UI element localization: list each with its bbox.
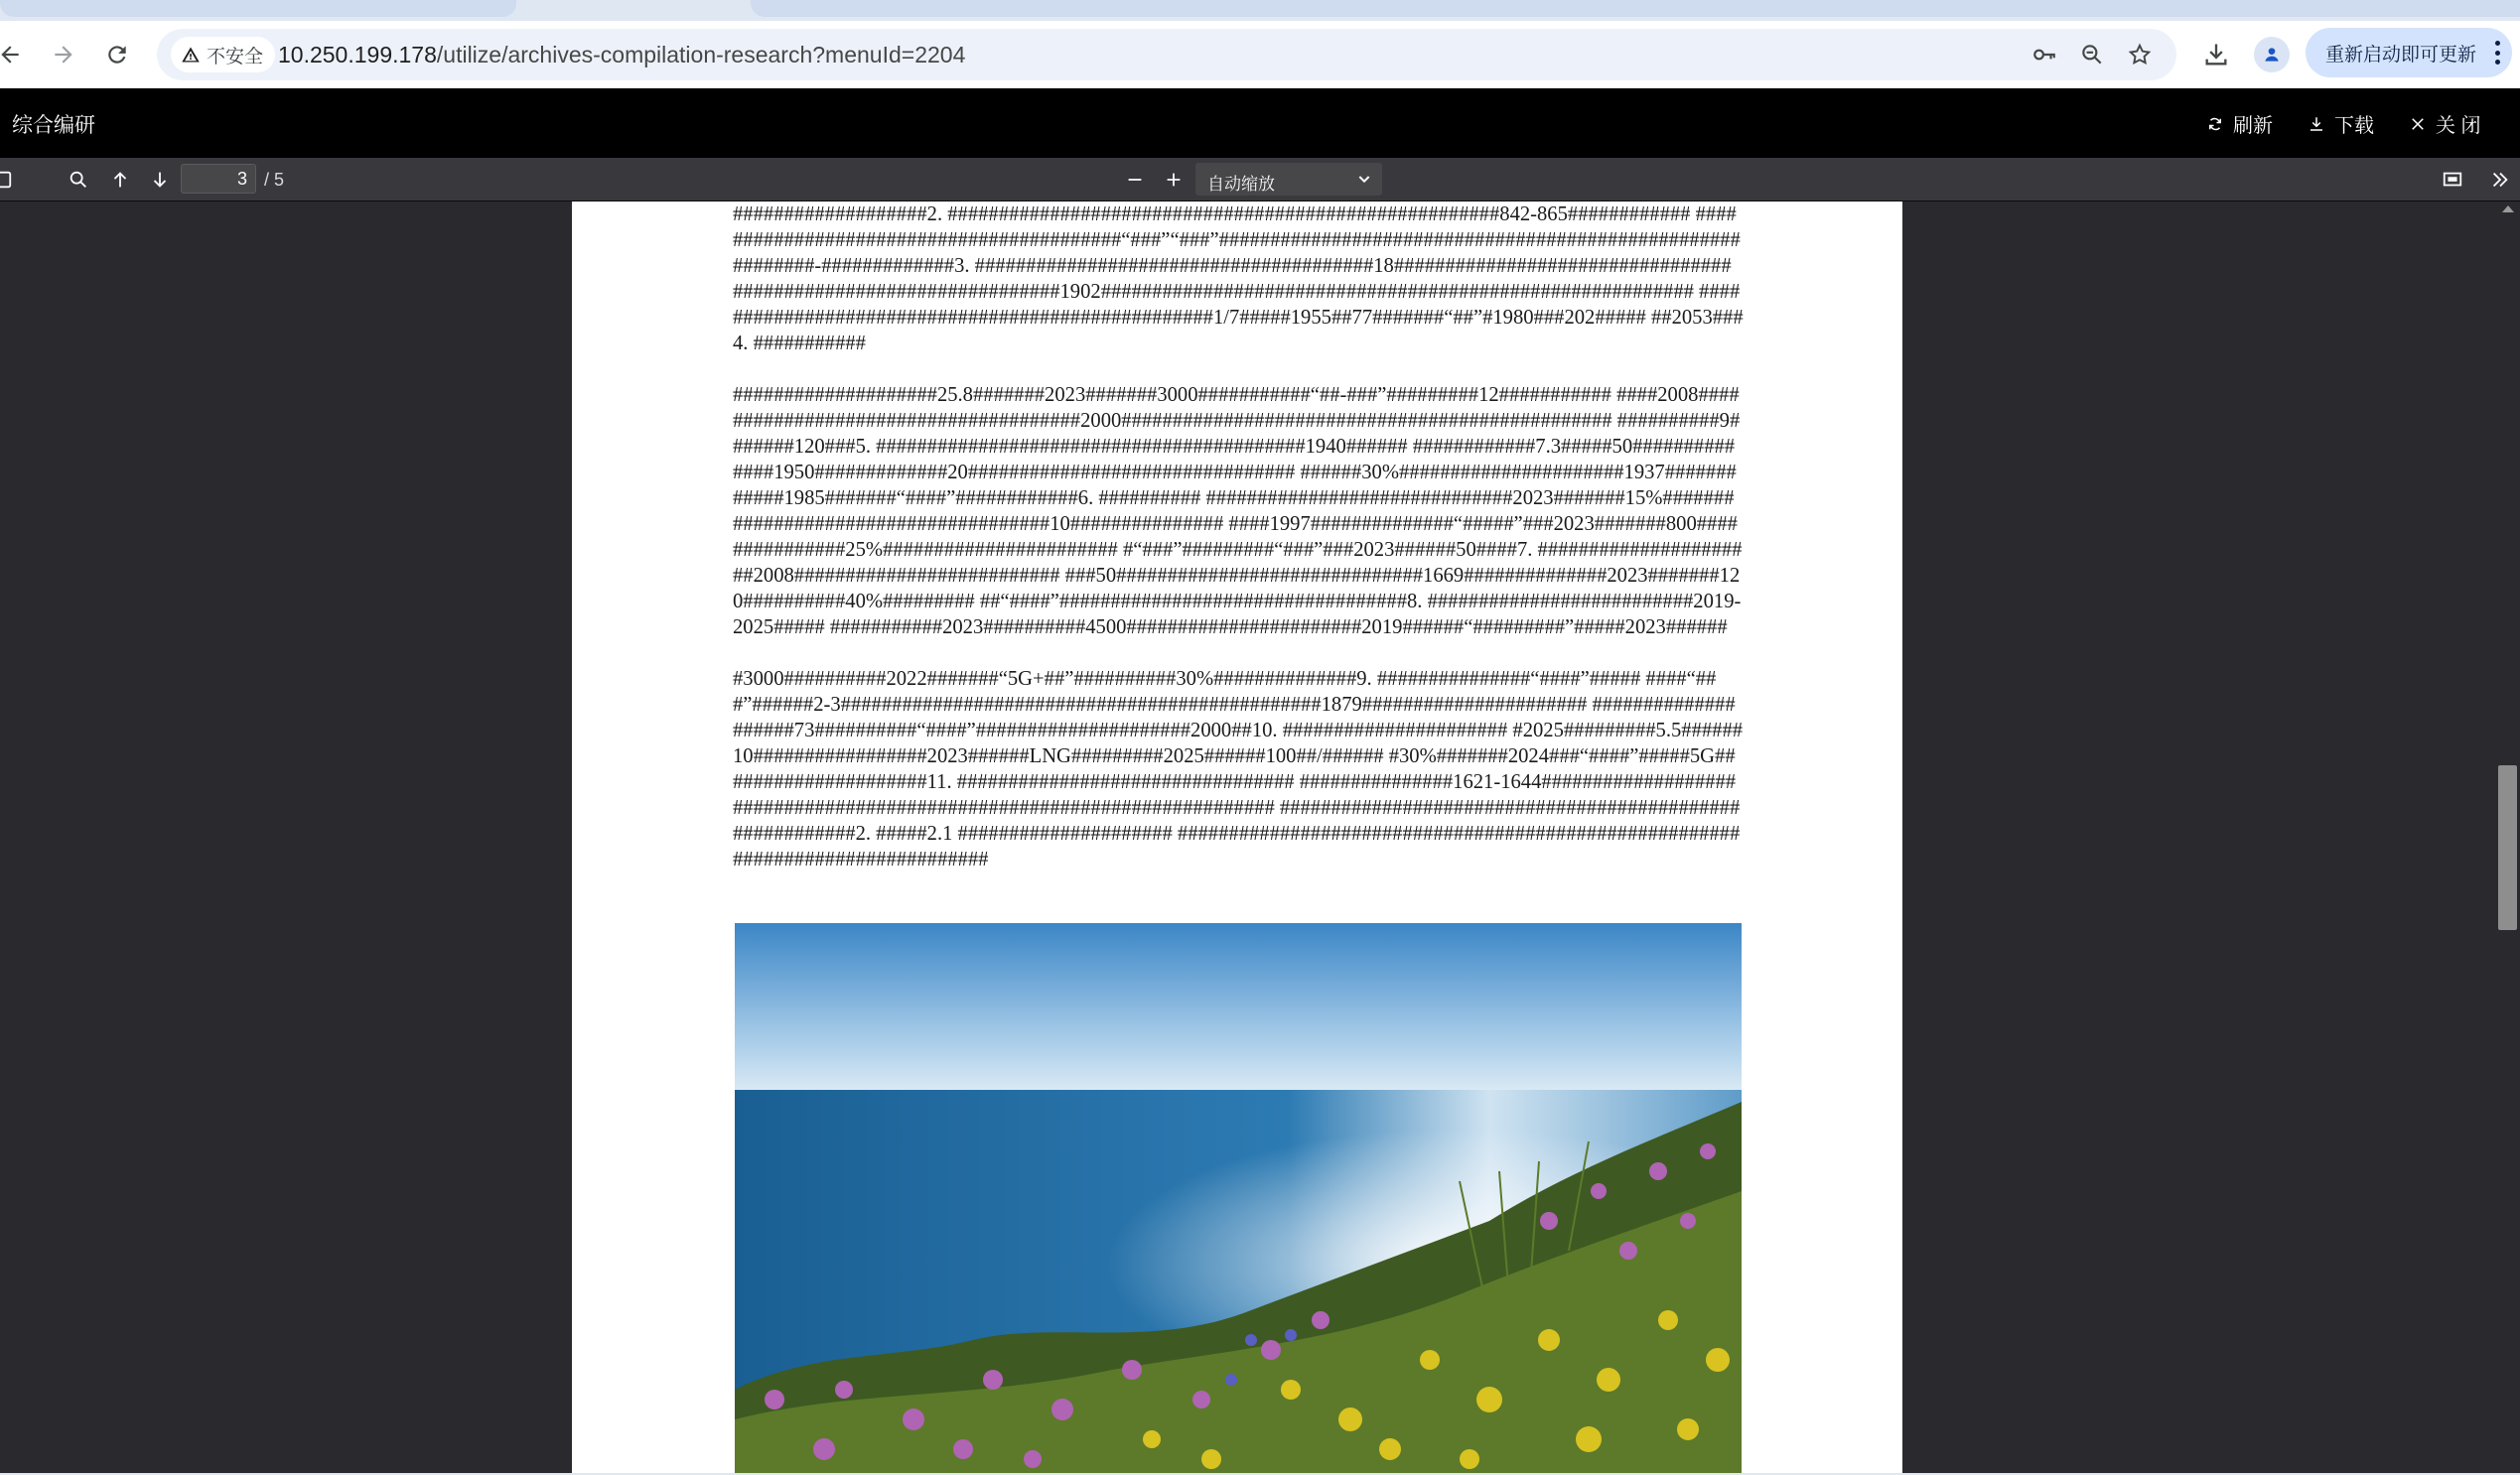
paragraph: ###################2. ######################################################842-865############ ##########################################“###”“###”###########################################################-#############3. #######################################18################################# ################################1902########################################################## ###################################################1/7#####1955##77#######“##”#1980###202##### ##2053###4. ########### (733, 203, 1744, 354)
zoom-in-icon[interactable] (1160, 166, 1188, 194)
search-icon[interactable] (65, 166, 92, 194)
update-button[interactable] (2306, 28, 2512, 77)
close-button[interactable] (2409, 109, 2481, 138)
page-number-input[interactable]: 3 (181, 164, 256, 194)
zoom-out-icon[interactable] (1121, 166, 1149, 194)
url-host: 10.250.199.178 (278, 42, 437, 67)
page-text (733, 201, 1744, 898)
back-icon[interactable] (0, 37, 28, 72)
paragraph: #3000##########2022#######“5G+##”##########30%##############9. ###############“####”##### ####“###”######2-3###############################################1879###################### ####################73##########“####”#####################2000##10. ###################### #2025#########5.5######10#################2023######LNG#########2025######100##/###### #30%#######2024###“####”#####5G#####################11. ################################# ###############1621-1644######################################################################## #########################################################2. #####2.1 ##################### ################################################################################ (733, 668, 1744, 871)
scrollbar-thumb[interactable] (2498, 765, 2517, 930)
pdf-toolbar (0, 158, 2520, 201)
zoom-icon[interactable] (2077, 39, 2107, 70)
address-bar[interactable] (157, 29, 2176, 80)
key-icon[interactable] (2030, 39, 2059, 70)
close-icon (2409, 115, 2427, 133)
scroll-up-arrow[interactable] (2502, 205, 2514, 212)
reload-icon[interactable] (99, 37, 135, 72)
page-count: / 5 (264, 170, 285, 190)
download-icon[interactable] (2198, 37, 2234, 72)
refresh-label: 刷新 (2233, 115, 2273, 137)
browser-tab-active[interactable] (751, 0, 2520, 17)
pdf-page (572, 201, 1902, 1475)
forward-icon[interactable] (46, 37, 81, 72)
next-page-icon[interactable] (146, 166, 174, 194)
browser-toolbar (0, 21, 2520, 88)
download-button[interactable] (2308, 109, 2374, 138)
url-path: /utilize/archives-compilation-research?menuId=2204 (436, 42, 966, 67)
chevron-down-icon (1356, 171, 1372, 187)
update-button-label: 重新启动即可更新 (2325, 44, 2477, 66)
zoom-select-value: 自动缩放 (1207, 175, 1275, 194)
refresh-icon (2206, 115, 2224, 133)
tab-strip (0, 0, 2520, 21)
download-icon (2308, 115, 2325, 133)
security-label: 不安全 (207, 46, 264, 67)
url-text[interactable] (278, 42, 965, 68)
seascape-photo (735, 923, 1742, 1475)
kebab-icon[interactable] (2494, 41, 2500, 65)
previous-page-icon[interactable] (106, 166, 134, 194)
scrollbar[interactable] (2494, 201, 2520, 1475)
paragraph: ####################25.8#######2023#######3000###########“##-###”#########12########### ####2008######################################2000################################################ ##########9#######120###5. ##########################################1940###### ############7.3#####50##############1950#############20################################ ######30%######################1937############1985#######“####”############6. ########## ##############################2023#######15%######################################10############### ####1997##############“#####”###2023#######800###############25%####################### #“###”#########“###”###2023######50####7. ######################2008########################## ###50##############################1669##############2023#######120##########40%######### ##“####”##################################8. ##########################2019-2025##### ###########2023##########4500#######################2019######“#########”#####2023###### (733, 384, 1743, 638)
profile-icon[interactable] (2254, 37, 2290, 72)
star-icon[interactable] (2125, 39, 2155, 70)
app-title: 综合编研 (12, 114, 95, 137)
close-label: 关 闭 (2436, 115, 2481, 137)
zoom-select[interactable] (1195, 163, 1382, 196)
security-chip[interactable] (171, 37, 275, 72)
app-header (0, 88, 2520, 158)
warning-icon (181, 45, 201, 65)
tools-menu-icon[interactable] (2486, 166, 2514, 194)
browser-tab[interactable] (0, 0, 516, 17)
document-viewer[interactable] (0, 201, 2520, 1475)
refresh-button[interactable] (2206, 109, 2273, 138)
download-label: 下载 (2334, 115, 2374, 137)
presentation-mode-icon[interactable] (2439, 166, 2466, 194)
sidebar-toggle-icon[interactable] (0, 166, 16, 194)
